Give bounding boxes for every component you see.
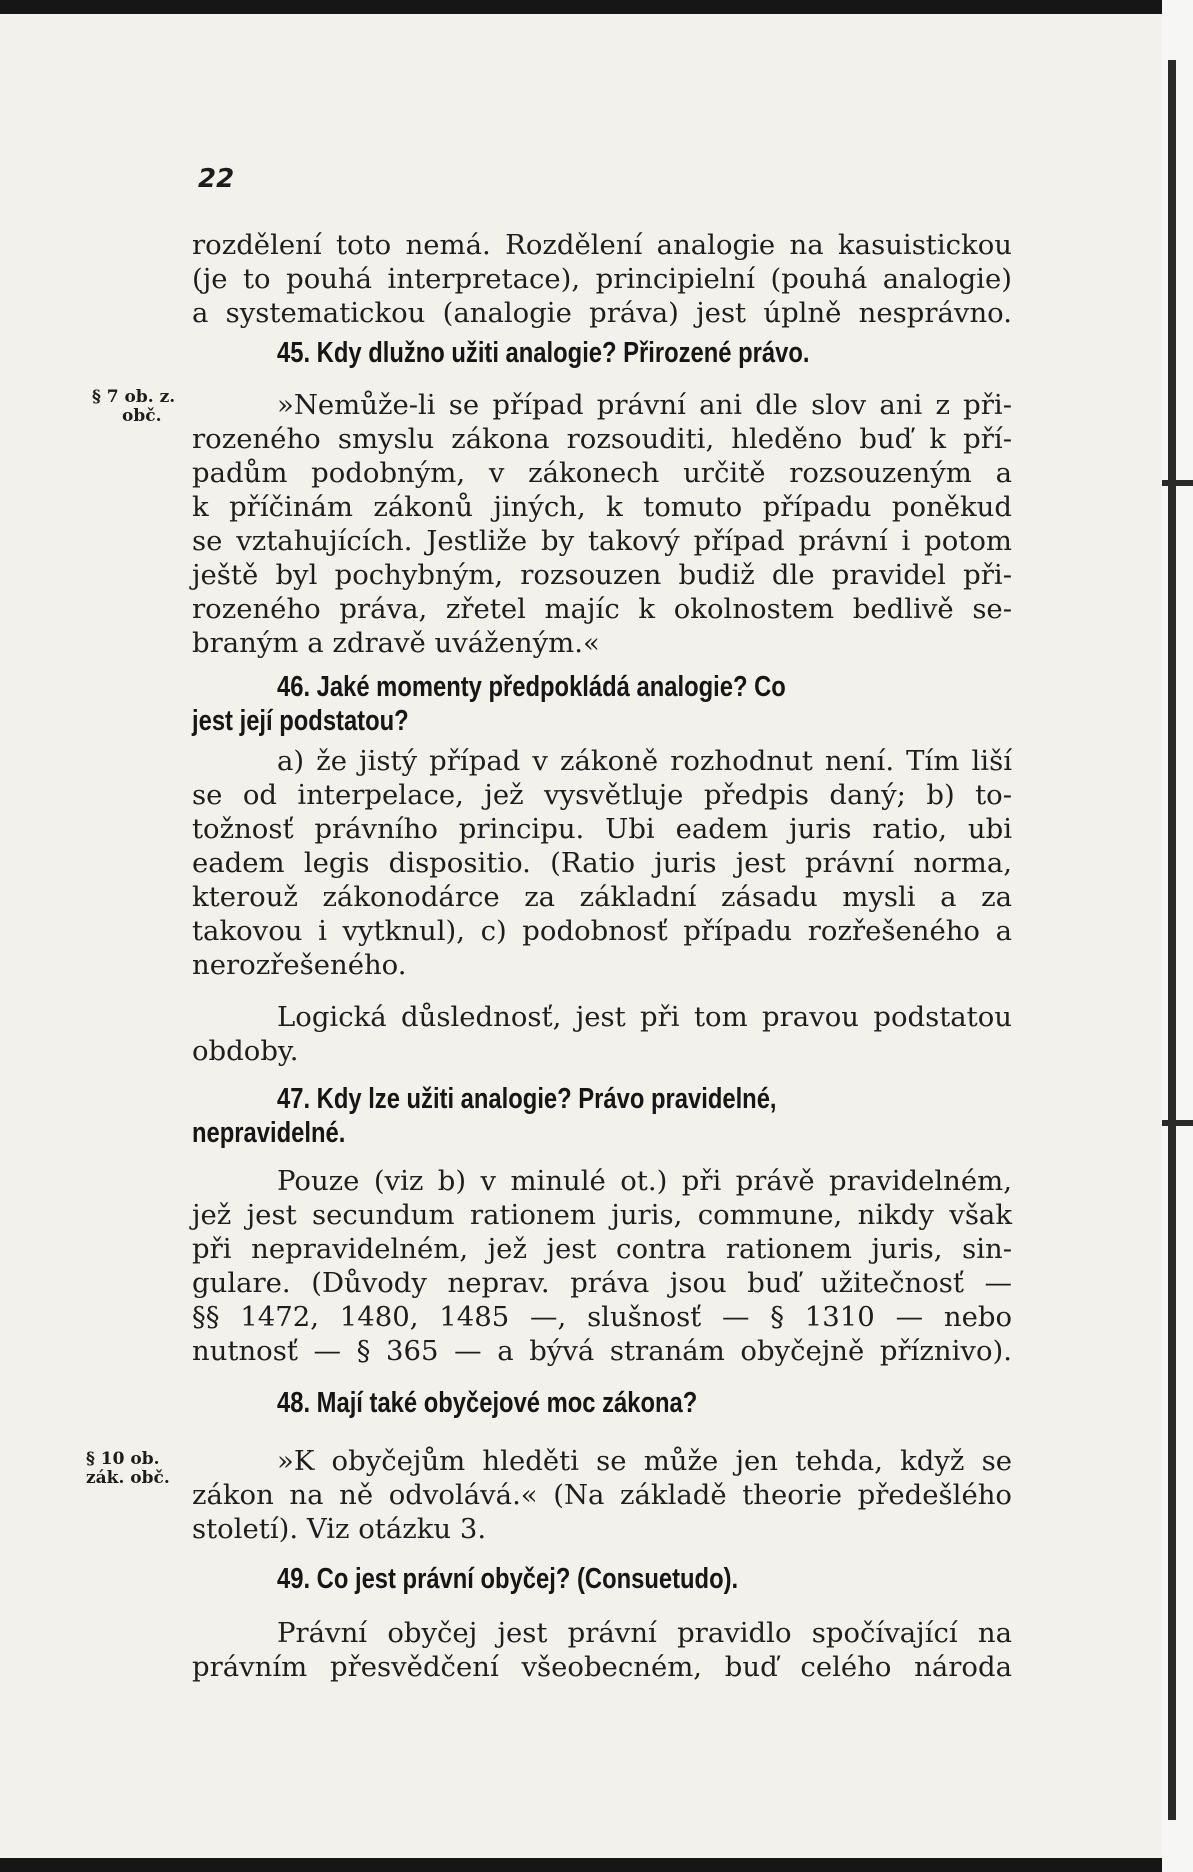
text-line: obdoby.	[192, 1035, 299, 1067]
text-line: se vztahujících. Jestliže by takový případ právní i potom	[192, 525, 1012, 557]
section-heading-46-cont: jest její podstatou?	[192, 705, 409, 737]
text-line: při nepravidelném, jež jest contra rationem juris, sin-	[192, 1233, 1012, 1265]
text-line: jež jest secundum rationem juris, commune, nikdy však	[192, 1199, 1012, 1231]
page-number: 22	[198, 164, 235, 194]
section-heading-45: 45. Kdy dlužno užiti analogie? Přirozené právo.	[277, 337, 810, 369]
margin-note-line: § 7 ob. z.	[92, 387, 176, 407]
text-line: právním přesvědčení všeobecném, buď celého národa	[192, 1651, 1012, 1683]
text-line: zákon na ně odvolává.« (Na základě theorie předešlého	[192, 1479, 1012, 1511]
text-line: Pouze (viz b) v minulé ot.) při právě pravidelném,	[277, 1165, 1012, 1197]
book-page	[0, 14, 1162, 1858]
margin-note-line: § 10 ob.	[86, 1449, 160, 1469]
scan-bottom-edge	[0, 1858, 1162, 1872]
text-line: rozeného smyslu zákona rozsouditi, hleděno buď k pří-	[192, 423, 1012, 455]
scan-edge-tick	[1162, 480, 1193, 486]
section-heading-46: 46. Jaké momenty předpokládá analogie? Co	[277, 671, 786, 703]
section-heading-48: 48. Mají také obyčejové moc zákona?	[277, 1387, 698, 1419]
text-line: takovou i vytknul), c) podobnosť případu rozřešeného a	[192, 915, 1012, 947]
scan-top-edge	[0, 0, 1162, 14]
text-line: braným a zdravě uváženým.«	[192, 627, 600, 659]
text-line: »Nemůže-li se případ právní ani dle slov ani z při-	[277, 389, 1012, 421]
text-line: rozeného práva, zřetel majíc k okolnostem bedlivě se-	[192, 593, 1012, 625]
section-heading-47: 47. Kdy lze užiti analogie? Právo pravidelné,	[277, 1083, 777, 1115]
text-line: kterouž zákonodárce za základní zásadu mysli a za	[192, 881, 1012, 913]
text-line: století). Viz otázku 3.	[192, 1513, 487, 1545]
text-line: k příčinám zákonů jiných, k tomuto případu poněkud	[192, 491, 1012, 523]
margin-note-45	[92, 388, 175, 426]
scan-edge-tick	[1162, 1120, 1193, 1126]
margin-note-line: zák. obč.	[86, 1468, 170, 1488]
text-line: ještě byl pochybným, rozsouzen budiž dle pravidel při-	[192, 559, 1012, 591]
text-line: padům podobným, v zákonech určitě rozsouzeným a	[192, 457, 1012, 489]
text-line: nutnosť — § 365 — a bývá stranám obyčejně příznivo).	[192, 1335, 1012, 1367]
margin-note-line: obč.	[122, 406, 162, 426]
text-line: gulare. (Důvody neprav. práva jsou buď užitečnosť —	[192, 1267, 1012, 1299]
section-heading-47-cont: nepravidelné.	[192, 1117, 346, 1149]
text-line: se od interpelace, jež vysvětluje předpis daný; b) to-	[192, 779, 1012, 811]
text-line: §§ 1472, 1480, 1485 —, slušnosť — § 1310 — nebo	[192, 1301, 1012, 1333]
text-line: »K obyčejům hleděti se může jen tehda, když se	[277, 1445, 1012, 1477]
text-line: Logická důslednosť, jest při tom pravou podstatou	[277, 1001, 1012, 1033]
text-line: a) že jistý případ v zákoně rozhodnut není. Tím liší	[277, 745, 1012, 777]
scan-right-edge	[1162, 0, 1193, 1872]
scan-right-bar	[1168, 60, 1176, 1820]
text-line: a systematickou (analogie práva) jest úplně nesprávno.	[192, 297, 1012, 329]
section-heading-49: 49. Co jest právní obyčej? (Consuetudo).	[277, 1563, 739, 1595]
text-line: tožnosť právního principu. Ubi eadem juris ratio, ubi	[192, 813, 1012, 845]
text-line: rozdělení toto nemá. Rozdělení analogie na kasuistickou	[192, 229, 1012, 261]
text-line: Právní obyčej jest právní pravidlo spočívající na	[277, 1617, 1012, 1649]
margin-note-48	[86, 1450, 170, 1488]
text-line: eadem legis dispositio. (Ratio juris jest právní norma,	[192, 847, 1012, 879]
text-line: nerozřešeného.	[192, 949, 407, 981]
text-line: (je to pouhá interpretace), principielní (pouhá analogie)	[192, 263, 1012, 295]
